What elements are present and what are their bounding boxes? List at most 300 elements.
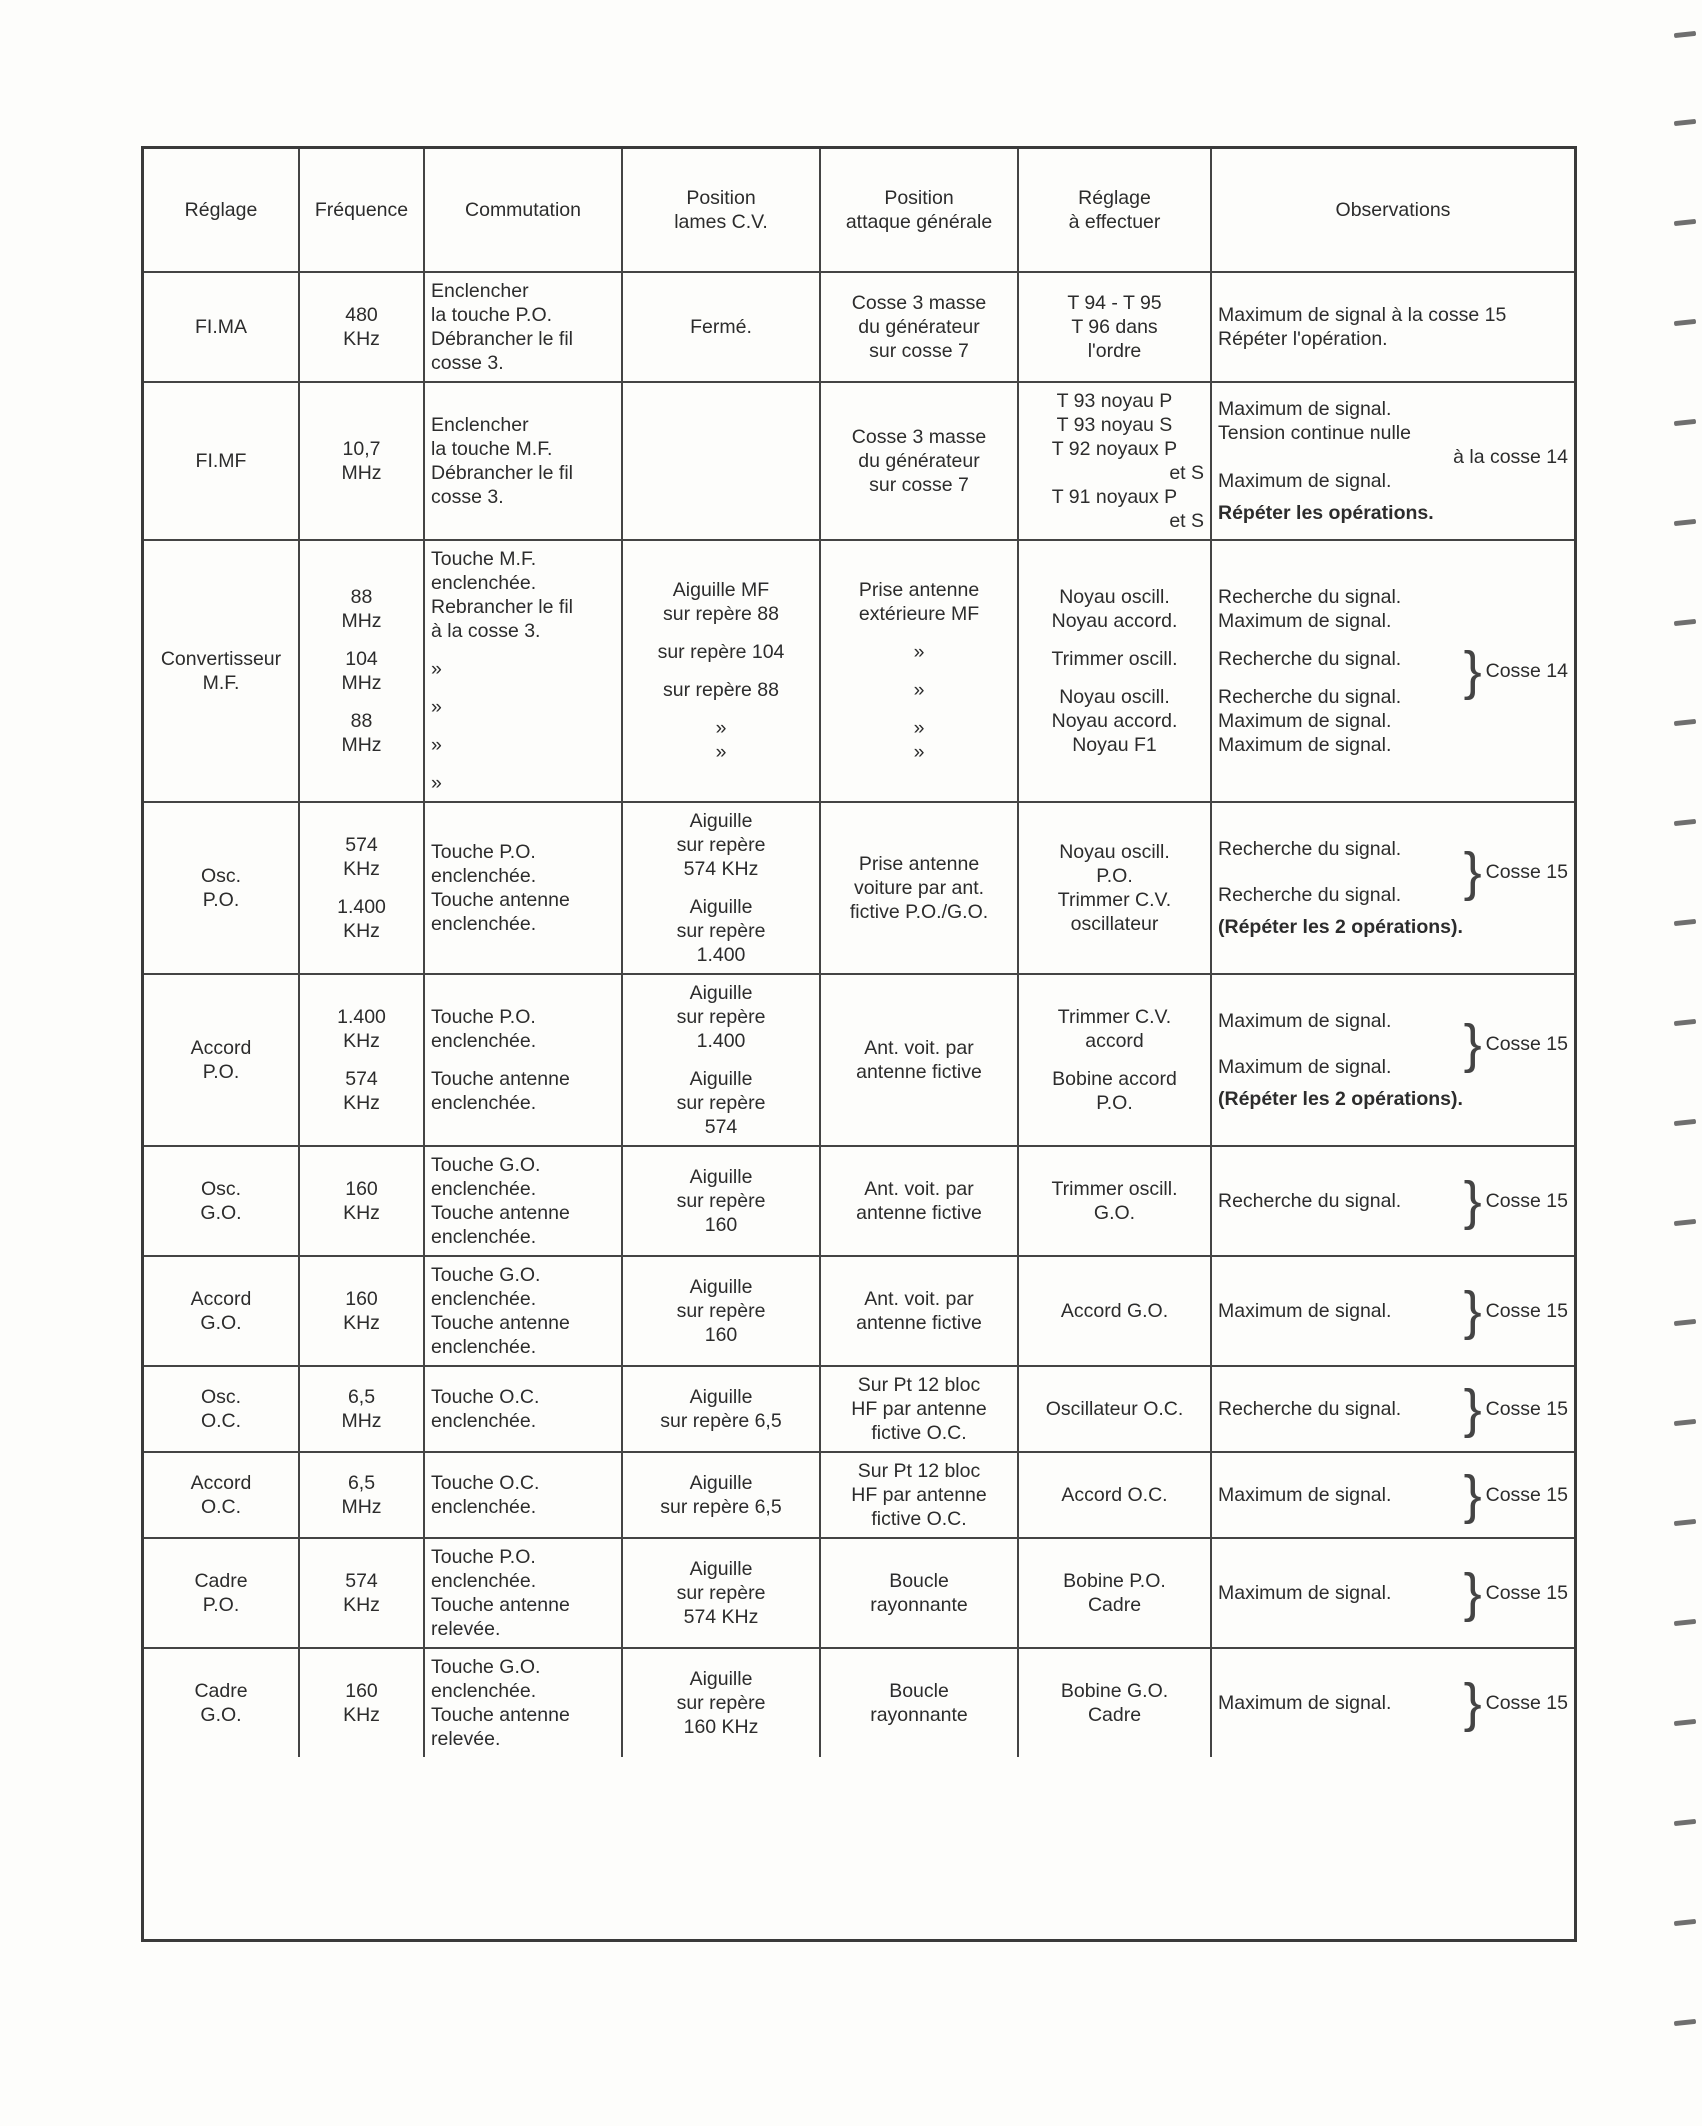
observations-lines: [1218, 1189, 1460, 1213]
cell-position-attaque: [820, 382, 1018, 540]
commutation-line: cosse 3.: [431, 352, 504, 374]
spacer: [827, 702, 1011, 716]
attaque-line: antenne fictive: [856, 1312, 982, 1334]
observations-lines: [1218, 1299, 1460, 1323]
cell-frequence: [299, 1366, 424, 1452]
a_effectuer-line: Trimmer oscill.: [1051, 1178, 1178, 1200]
attaque-line: Boucle: [889, 1570, 949, 1592]
spacer: [306, 695, 417, 709]
cell-position-lames: [622, 1146, 820, 1256]
commutation-line: enclenchée.: [431, 1336, 537, 1358]
attaque-line: voiture par ant.: [853, 877, 985, 899]
observation-bold-line: (Répéter les 2 opérations).: [1218, 1088, 1463, 1110]
observations-block: [1218, 1563, 1568, 1623]
attaque-line: fictive P.O./G.O.: [849, 901, 989, 923]
reglage-line: Osc.: [200, 1386, 242, 1408]
table-row: [144, 272, 1574, 382]
commutation-line: Enclencher: [431, 414, 529, 436]
commutation-line: Touche G.O.: [431, 1264, 541, 1286]
cosse-label: Cosse 15: [1485, 861, 1568, 883]
frequence-line: KHz: [343, 328, 380, 350]
commutation-line: Touche antenne: [431, 1594, 570, 1616]
cell-observations: [1211, 272, 1574, 382]
cell-reglage: [144, 802, 299, 974]
reglage-line: Accord: [190, 1037, 252, 1059]
commutation-line: enclenchée.: [431, 1226, 537, 1248]
brace-icon: }: [1463, 1171, 1482, 1231]
cell-frequence: [299, 1452, 424, 1538]
commutation-line: enclenchée.: [431, 865, 537, 887]
lames-line: sur repère: [676, 920, 766, 942]
frequence-line: KHz: [343, 1594, 380, 1616]
cell-observations: [1211, 540, 1574, 802]
cell-reglage-a-effectuer: [1018, 1648, 1211, 1757]
header-text: Commutation: [465, 199, 581, 221]
commutation-line: Touche G.O.: [431, 1656, 541, 1678]
commutation-line: relevée.: [431, 1618, 501, 1640]
cell-position-attaque: [820, 1366, 1018, 1452]
observation-line: Maximum de signal.: [1218, 734, 1392, 756]
cell-reglage-a-effectuer: [1018, 802, 1211, 974]
cell-commutation: [424, 1452, 622, 1538]
spacer: [629, 702, 813, 716]
attaque-line: antenne fictive: [856, 1061, 982, 1083]
header-observations: [1211, 149, 1574, 272]
a_effectuer-line: Noyau oscill.: [1059, 686, 1170, 708]
header-reglage-a-effectuer: [1018, 149, 1211, 272]
a_effectuer-line: Noyau F1: [1072, 734, 1157, 756]
cell-reglage-a-effectuer: [1018, 272, 1211, 382]
reglage-line: Accord: [190, 1288, 252, 1310]
commutation-line: »: [431, 734, 442, 756]
frequence-line: 160: [345, 1178, 378, 1200]
frequence-line: MHz: [341, 610, 382, 632]
attaque-line: du générateur: [858, 450, 980, 472]
frequence-line: 6,5: [347, 1472, 376, 1494]
commutation-line: cosse 3.: [431, 486, 504, 508]
cell-position-lames: [622, 1452, 820, 1538]
table-body: [144, 272, 1574, 1757]
header-text: lames C.V.: [674, 211, 768, 233]
attaque-line: Prise antenne: [858, 579, 980, 601]
cell-reglage-a-effectuer: [1018, 1256, 1211, 1366]
frequence-line: 160: [345, 1680, 378, 1702]
observation-line: Maximum de signal.: [1218, 1582, 1392, 1604]
frequence-line: 104: [345, 648, 378, 670]
commutation-line: Enclencher: [431, 280, 529, 302]
observation-line: Maximum de signal.: [1218, 470, 1392, 492]
cell-position-lames: [622, 802, 820, 974]
observation-line: Maximum de signal.: [1218, 1010, 1392, 1032]
spacer: [431, 643, 615, 657]
a_effectuer-line: Cadre: [1087, 1704, 1142, 1726]
commutation-line: enclenchée.: [431, 1030, 537, 1052]
commutation-line: Débrancher le fil: [431, 328, 573, 350]
observations-lines: [1218, 1691, 1460, 1715]
observations-lines: [1218, 837, 1460, 907]
a_effectuer-line: Trimmer C.V.: [1057, 1006, 1172, 1028]
lames-line: sur repère: [676, 1582, 766, 1604]
cell-reglage: [144, 540, 299, 802]
commutation-line: enclenchée.: [431, 1680, 537, 1702]
cell-reglage: [144, 1648, 299, 1757]
cell-commutation: [424, 1146, 622, 1256]
a_effectuer-line: Noyau oscill.: [1059, 841, 1170, 863]
cell-reglage-a-effectuer: [1018, 1366, 1211, 1452]
observations-block: [1218, 837, 1568, 907]
cell-position-attaque: [820, 1648, 1018, 1757]
spacer: [1025, 671, 1204, 685]
adjustment-table-frame: [141, 146, 1577, 1942]
commutation-line: enclenchée.: [431, 1288, 537, 1310]
spacer: [431, 681, 615, 695]
attaque-line: »: [913, 741, 925, 763]
brace-icon: }: [1463, 1563, 1482, 1623]
frequence-line: MHz: [341, 462, 382, 484]
spacer: [827, 664, 1011, 678]
header-position-lames: [622, 149, 820, 272]
frequence-line: 574: [345, 1068, 378, 1090]
observation-bold-line: (Répéter les 2 opérations).: [1218, 916, 1463, 938]
cell-position-attaque: [820, 1538, 1018, 1648]
header-row: [144, 149, 1574, 272]
a_effectuer-line: T 93 noyau P: [1056, 390, 1173, 412]
lames-line: Aiguille: [689, 1472, 753, 1494]
spacer: [827, 626, 1011, 640]
table-row: [144, 974, 1574, 1146]
binder-marks: [1662, 20, 1702, 2100]
cell-reglage-a-effectuer: [1018, 382, 1211, 540]
brace-icon: }: [1463, 1673, 1482, 1733]
table-row: [144, 802, 1574, 974]
cell-commutation: [424, 272, 622, 382]
cell-commutation: [424, 1648, 622, 1757]
cell-position-attaque: [820, 1452, 1018, 1538]
attaque-line: antenne fictive: [856, 1202, 982, 1224]
spacer: [431, 757, 615, 771]
commutation-line: enclenchée.: [431, 1410, 537, 1432]
cell-reglage: [144, 1256, 299, 1366]
lames-line: sur repère: [676, 1006, 766, 1028]
cell-reglage-a-effectuer: [1018, 1146, 1211, 1256]
observation-line: Maximum de signal.: [1218, 710, 1392, 732]
lames-line: Aiguille: [689, 1668, 753, 1690]
attaque-line: Sur Pt 12 bloc: [857, 1374, 981, 1396]
cell-reglage-a-effectuer: [1018, 1452, 1211, 1538]
spacer: [1218, 1033, 1460, 1055]
header-text: Réglage: [184, 199, 258, 221]
observations-block: [1218, 1673, 1568, 1733]
brace-icon: }: [1463, 1465, 1482, 1525]
attaque-line: sur cosse 7: [869, 340, 969, 362]
cell-position-lames: [622, 974, 820, 1146]
brace-icon: }: [1463, 1014, 1482, 1074]
cell-position-lames: [622, 540, 820, 802]
table-row: [144, 1452, 1574, 1538]
cell-position-lames: [622, 1538, 820, 1648]
frequence-line: MHz: [341, 1496, 382, 1518]
spacer: [629, 664, 813, 678]
frequence-line: KHz: [343, 1704, 380, 1726]
cell-commutation: [424, 974, 622, 1146]
spacer: [629, 1053, 813, 1067]
lames-line: sur repère 88: [663, 603, 779, 625]
observation-line: Recherche du signal.: [1218, 586, 1402, 608]
attaque-line: fictive O.C.: [871, 1422, 967, 1444]
cell-observations: [1211, 1452, 1574, 1538]
reglage-line: Convertisseur: [160, 648, 282, 670]
observations-block: [1218, 1281, 1568, 1341]
cell-commutation: [424, 1538, 622, 1648]
cell-reglage-a-effectuer: [1018, 974, 1211, 1146]
commutation-line: Touche antenne: [431, 1312, 570, 1334]
cell-frequence: [299, 802, 424, 974]
cell-observations: [1211, 1648, 1574, 1757]
lames-line: Aiguille: [689, 1386, 753, 1408]
spacer: [431, 719, 615, 733]
header-text: attaque générale: [845, 211, 993, 233]
observation-line: Recherche du signal.: [1218, 1398, 1402, 1420]
attaque-line: »: [913, 717, 925, 739]
cell-observations: [1211, 382, 1574, 540]
observation-line: Recherche du signal.: [1218, 648, 1402, 670]
commutation-line: Touche O.C.: [431, 1386, 540, 1408]
lames-line: sur repère 104: [657, 641, 785, 663]
spacer: [1218, 861, 1460, 883]
cosse-label: Cosse 15: [1485, 1300, 1568, 1322]
a_effectuer-line: Accord O.C.: [1061, 1484, 1168, 1506]
spacer: [1218, 633, 1460, 647]
cell-frequence: [299, 382, 424, 540]
observations-block: [1218, 585, 1568, 757]
observations-lines: [1218, 1483, 1460, 1507]
commutation-line: Touche P.O.: [431, 1006, 536, 1028]
frequence-line: 10,7: [342, 438, 381, 460]
observations-lines: [1218, 1581, 1460, 1605]
frequence-line: 574: [345, 834, 378, 856]
observations-block: [1218, 303, 1568, 351]
table-row: [144, 1146, 1574, 1256]
commutation-line: Touche P.O.: [431, 1546, 536, 1568]
cell-frequence: [299, 272, 424, 382]
cosse-label: Cosse 15: [1485, 1033, 1568, 1055]
frequence-line: 88: [350, 586, 373, 608]
a_effectuer-line: et S: [1169, 462, 1204, 484]
attaque-line: HF par antenne: [851, 1484, 987, 1506]
cell-observations: [1211, 1146, 1574, 1256]
lames-line: »: [715, 717, 727, 739]
cell-position-attaque: [820, 272, 1018, 382]
lames-line: Aiguille: [689, 982, 753, 1004]
cell-reglage: [144, 1452, 299, 1538]
a_effectuer-line: Bobine G.O.: [1060, 1680, 1169, 1702]
header-text: Fréquence: [314, 199, 409, 221]
table-row: [144, 1256, 1574, 1366]
commutation-line: la touche P.O.: [431, 304, 553, 326]
frequence-line: 88: [350, 710, 373, 732]
lames-line: sur repère: [676, 1092, 766, 1114]
commutation-line: relevée.: [431, 1728, 501, 1750]
observation-line: Recherche du signal.: [1218, 1190, 1402, 1212]
attaque-line: du générateur: [858, 316, 980, 338]
cell-reglage: [144, 1366, 299, 1452]
observations-lines: [1218, 1397, 1460, 1421]
cosse-label: Cosse 15: [1485, 1484, 1568, 1506]
frequence-line: 160: [345, 1288, 378, 1310]
cell-position-attaque: [820, 1256, 1018, 1366]
a_effectuer-line: accord: [1085, 1030, 1144, 1052]
reglage-line: P.O.: [202, 1061, 240, 1083]
commutation-line: enclenchée.: [431, 913, 537, 935]
reglage-line: P.O.: [202, 1594, 240, 1616]
a_effectuer-line: Bobine accord: [1052, 1068, 1177, 1090]
lames-line: 160 KHz: [683, 1716, 759, 1738]
observations-block: [1218, 1009, 1568, 1079]
cell-commutation: [424, 1256, 622, 1366]
attaque-line: Ant. voit. par: [864, 1288, 974, 1310]
cell-commutation: [424, 1366, 622, 1452]
observations-lines: [1218, 1009, 1460, 1079]
a_effectuer-line: oscillateur: [1070, 913, 1159, 935]
frequence-line: 480: [345, 304, 378, 326]
lames-line: sur repère: [676, 1190, 766, 1212]
lames-line: »: [715, 741, 727, 763]
reglage-line: FI.MA: [195, 316, 247, 338]
commutation-line: Touche P.O.: [431, 841, 536, 863]
lames-line: Aiguille: [689, 1166, 753, 1188]
a_effectuer-line: P.O.: [1096, 865, 1133, 887]
observations-block: [1218, 1465, 1568, 1525]
a_effectuer-line: l'ordre: [1087, 340, 1142, 362]
a_effectuer-line: T 92 noyaux P: [1051, 438, 1178, 460]
cell-commutation: [424, 802, 622, 974]
a_effectuer-line: T 93 noyau S: [1056, 414, 1173, 436]
frequence-line: KHz: [343, 1030, 380, 1052]
lames-line: Aiguille: [689, 1276, 753, 1298]
reglage-line: Cadre: [194, 1680, 248, 1702]
frequence-line: 1.400: [337, 1006, 386, 1028]
cell-reglage: [144, 1538, 299, 1648]
cell-frequence: [299, 540, 424, 802]
cell-position-lames: [622, 382, 820, 540]
attaque-line: rayonnante: [870, 1594, 968, 1616]
a_effectuer-line: T 91 noyaux P: [1051, 486, 1178, 508]
observation-line: Maximum de signal.: [1218, 398, 1392, 420]
lames-line: Aiguille MF: [672, 579, 770, 601]
cell-position-lames: [622, 1366, 820, 1452]
lames-line: 574 KHz: [683, 858, 759, 880]
brace-icon: }: [1463, 641, 1482, 701]
commutation-line: Débrancher le fil: [431, 462, 573, 484]
lames-line: sur repère 88: [663, 679, 779, 701]
observation-line: Maximum de signal.: [1218, 1692, 1392, 1714]
spacer: [431, 1053, 615, 1067]
cosse-label: Cosse 14: [1485, 660, 1568, 682]
observation-line: Recherche du signal.: [1218, 838, 1402, 860]
cosse-label: Cosse 15: [1485, 1692, 1568, 1714]
observations-lines: [1218, 397, 1568, 493]
frequence-line: MHz: [341, 734, 382, 756]
lames-line: 1.400: [696, 944, 746, 966]
a_effectuer-line: Trimmer oscill.: [1051, 648, 1178, 670]
commutation-line: »: [431, 696, 442, 718]
cell-reglage-a-effectuer: [1018, 1538, 1211, 1648]
lames-line: 160: [704, 1214, 738, 1236]
cell-commutation: [424, 382, 622, 540]
reglage-line: O.C.: [200, 1496, 242, 1518]
header-reglage: [144, 149, 299, 272]
observations-block: [1218, 1379, 1568, 1439]
header-text: Position: [884, 187, 954, 209]
attaque-line: fictive O.C.: [871, 1508, 967, 1530]
frequence-line: 1.400: [337, 896, 386, 918]
attaque-line: Boucle: [889, 1680, 949, 1702]
cell-position-attaque: [820, 1146, 1018, 1256]
spacer: [1025, 633, 1204, 647]
lames-line: 574: [704, 1116, 738, 1138]
a_effectuer-line: T 96 dans: [1071, 316, 1158, 338]
spacer: [629, 626, 813, 640]
header-text: Position: [686, 187, 756, 209]
spacer: [306, 1053, 417, 1067]
cell-position-attaque: [820, 540, 1018, 802]
reglage-line: O.C.: [200, 1410, 242, 1432]
cell-frequence: [299, 1146, 424, 1256]
observation-line: Maximum de signal.: [1218, 610, 1392, 632]
frequence-line: MHz: [341, 1410, 382, 1432]
observation-line: Tension continue nulle: [1218, 422, 1411, 444]
cosse-label: Cosse 15: [1485, 1190, 1568, 1212]
a_effectuer-line: Trimmer C.V.: [1057, 889, 1172, 911]
a_effectuer-line: Cadre: [1087, 1594, 1142, 1616]
cosse-label: Cosse 15: [1485, 1398, 1568, 1420]
commutation-line: Rebrancher le fil: [431, 596, 573, 618]
frequence-line: MHz: [341, 672, 382, 694]
commutation-line: Touche antenne: [431, 889, 570, 911]
reglage-line: Accord: [190, 1472, 252, 1494]
brace-icon: }: [1463, 1379, 1482, 1439]
table-header: [144, 149, 1574, 272]
observation-line: Recherche du signal.: [1218, 686, 1402, 708]
observation-line: Recherche du signal.: [1218, 884, 1402, 906]
attaque-line: Cosse 3 masse: [851, 426, 987, 448]
commutation-line: Touche G.O.: [431, 1154, 541, 1176]
commutation-line: »: [431, 658, 442, 680]
attaque-line: Prise antenne: [858, 853, 980, 875]
cell-commutation: [424, 540, 622, 802]
commutation-line: enclenchée.: [431, 1178, 537, 1200]
attaque-line: »: [913, 641, 925, 663]
cell-reglage: [144, 974, 299, 1146]
a_effectuer-line: Accord G.O.: [1060, 1300, 1169, 1322]
reglage-line: M.F.: [202, 672, 240, 694]
header-frequence: [299, 149, 424, 272]
lames-line: sur repère: [676, 1692, 766, 1714]
observation-line: Maximum de signal.: [1218, 1484, 1392, 1506]
reglage-line: G.O.: [200, 1704, 242, 1726]
cell-frequence: [299, 1648, 424, 1757]
cell-position-lames: [622, 272, 820, 382]
reglage-line: P.O.: [202, 889, 240, 911]
a_effectuer-line: P.O.: [1096, 1092, 1133, 1114]
observation-bold-line: Répéter les opérations.: [1218, 502, 1434, 524]
spacer: [1218, 671, 1460, 685]
lames-line: Aiguille: [689, 1558, 753, 1580]
frequence-line: KHz: [343, 1312, 380, 1334]
observation-line: Maximum de signal à la cosse 15: [1218, 304, 1507, 326]
table-row: [144, 1648, 1574, 1757]
cosse-label: Cosse 15: [1485, 1582, 1568, 1604]
